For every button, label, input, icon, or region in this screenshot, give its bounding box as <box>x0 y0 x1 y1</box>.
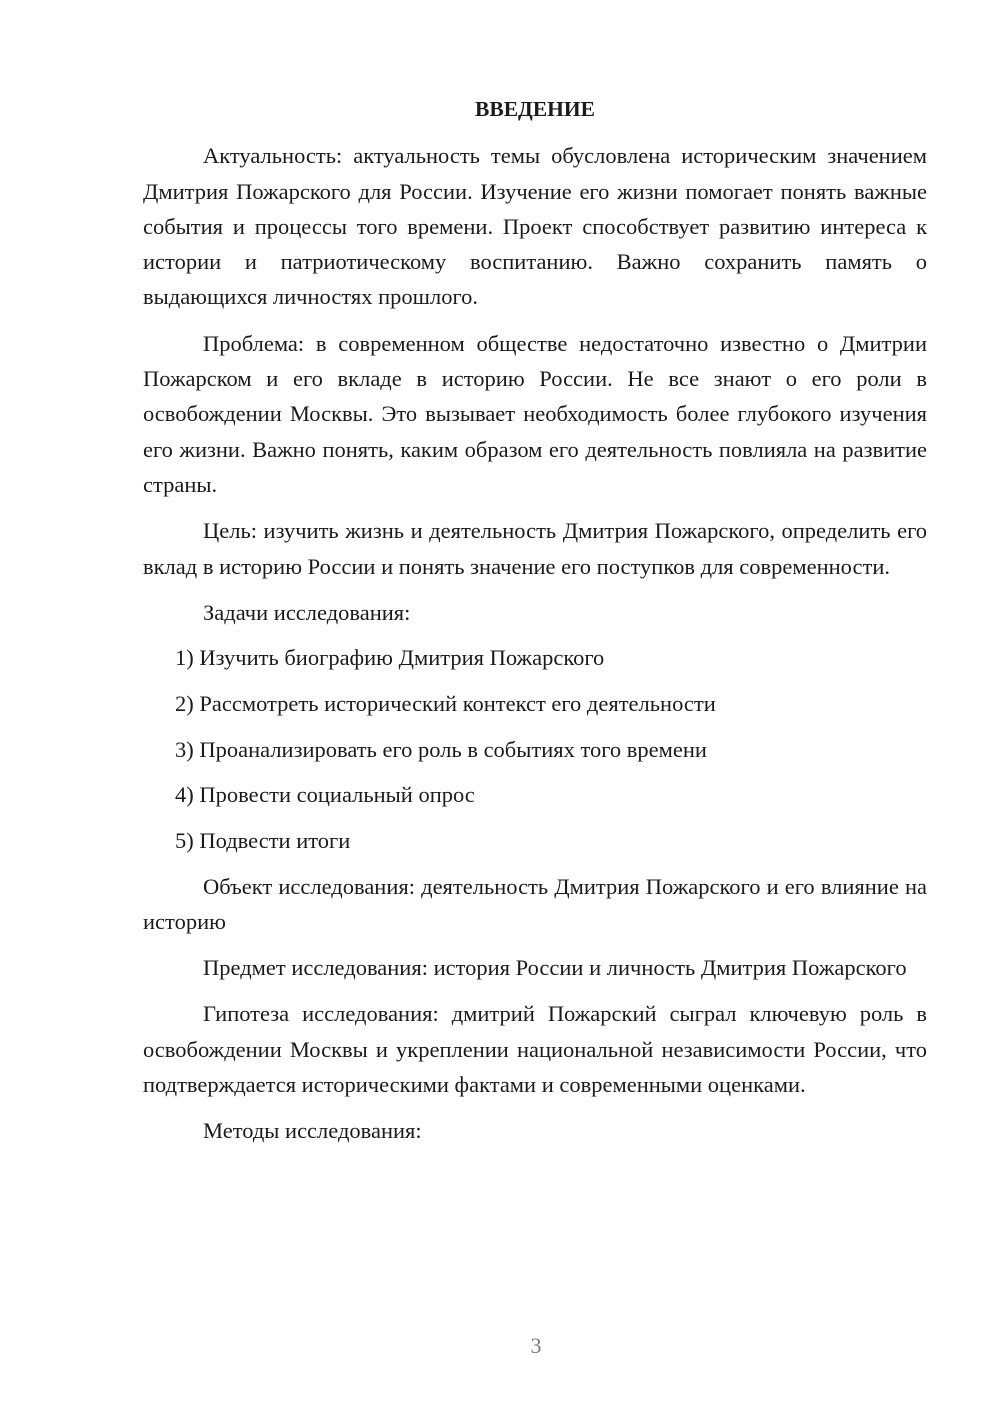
tasks-label: Задачи исследования: <box>203 599 411 625</box>
relevance-paragraph: Актуальность: актуальность темы обусловлена историческим значением Дмитрия Пожарского для России. Изучение его жизни помогает понять важные события и процессы того времени. Проект способствует развитию интереса к истории и патриотическому воспитанию. Важно сохранить память о выдающихся личностях прошлого. <box>143 143 927 310</box>
list-item: 5) Подвести итоги <box>175 827 351 853</box>
list-item: 1) Изучить биографию Дмитрия Пожарского <box>175 645 605 671</box>
section-title: ВВЕДЕНИЕ <box>475 97 595 121</box>
list-item: 2) Рассмотреть исторический контекст его деятельности <box>175 690 716 716</box>
hypothesis-paragraph: Гипотеза исследования: дмитрий Пожарский сыграл ключевую роль в освобождении Москвы и укреплении национальной независимости России, что подтверждается историческими фактами и современными оценками. <box>143 1001 927 1098</box>
tasks-list <box>143 640 927 858</box>
page-content <box>143 92 927 1159</box>
page-number: 3 <box>530 1333 542 1358</box>
problem-paragraph: Проблема: в современном обществе недостаточно известно о Дмитрии Пожарском и его вкладе в историю России. Не все знают о его роли в освобождении Москвы. Это вызывает необходимость более глубокого изучения его жизни. Важно понять, каким образом его деятельность повлияла на развитие страны. <box>143 330 927 497</box>
list-item: 4) Провести социальный опрос <box>175 782 475 808</box>
object-paragraph: Объект исследования: деятельность Дмитрия Пожарского и его влияние на историю <box>143 873 927 934</box>
methods-label: Методы исследования: <box>203 1118 422 1144</box>
goal-paragraph: Цель: изучить жизнь и деятельность Дмитрия Пожарского, определить его вклад в историю России и понять значение его поступков для современности. <box>143 518 927 579</box>
list-item: 3) Проанализировать его роль в событиях того времени <box>175 736 707 762</box>
subject-paragraph: Предмет исследования: история России и личность Дмитрия Пожарского <box>203 955 907 981</box>
